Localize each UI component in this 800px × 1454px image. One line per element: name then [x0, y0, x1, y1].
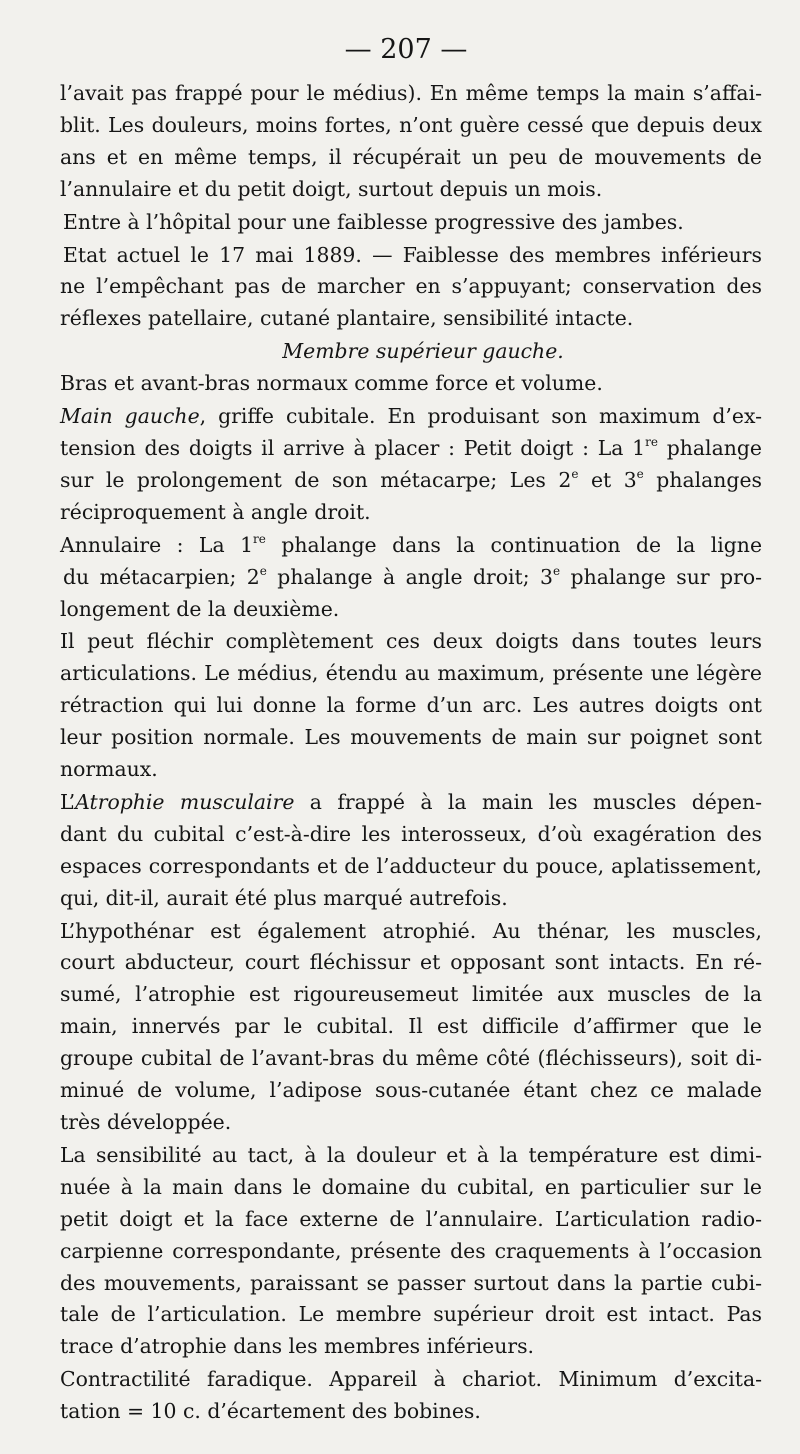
paragraph-sensibility [60, 1140, 762, 1363]
text-line: des mouvements, paraissant se passer surtout dans la partie cubi- [60, 1270, 762, 1295]
text-line: réflexes patellaire, cutané plantaire, sensibilité intacte. [60, 306, 634, 331]
text-line [60, 562, 762, 594]
paragraph-flexion [60, 626, 762, 786]
text-line: Etat actuel le 17 mai 1889. — Faiblesse des membres inférieurs [63, 242, 762, 267]
text-line: rétraction qui lui donne la forme d’un arc. Les autres doigts ont [60, 693, 762, 718]
text-line: qui, dit-il, aurait été plus marqué autrefois. [60, 885, 508, 910]
paragraph-left-hand [60, 401, 762, 529]
text-span: tension des doigts il arrive à placer : Petit doigt : La 1 [60, 435, 646, 460]
text-span: du métacarpien; 2 [63, 564, 260, 589]
text-line: Entre à l’hôpital pour une faiblesse progressive des jambes. [63, 209, 684, 234]
paragraph-hypothenar [60, 916, 762, 1139]
text-line: groupe cubital de l’avant-bras du même côté (fléchisseurs), soit di- [60, 1046, 762, 1071]
paragraph-atrophy [60, 787, 762, 915]
text-span: phalanges [643, 467, 763, 492]
text-span: phalange à angle droit; 3 [266, 564, 554, 589]
text-line: leur position normale. Les mouvements de main sur poignet sont [60, 725, 762, 750]
section-heading: Membre supérieur gauche. [282, 339, 564, 364]
text-line [60, 433, 762, 465]
italic-term: Main gauche [60, 404, 200, 429]
superscript: re [645, 434, 658, 449]
paragraph-arm [60, 368, 762, 400]
text-line [60, 401, 762, 433]
text-line: normaux. [60, 757, 158, 782]
text-line: ne l’empêchant pas de marcher en s’appuyant; conservation des [60, 274, 762, 299]
paragraph-current-state [60, 240, 762, 336]
superscript: re [253, 531, 266, 546]
text-line: ans et en même temps, il récupérait un peu de mouvements de [60, 144, 762, 169]
superscript: e [259, 563, 267, 578]
text-line: très développée. [60, 1110, 232, 1134]
text-line: blit. Les douleurs, moins fortes, n’ont guère cessé que depuis deux [60, 112, 762, 137]
superscript: e [571, 466, 579, 481]
text-line [60, 465, 762, 497]
text-line: Contractilité faradique. Appareil à chariot. Minimum d’excita- [60, 1367, 762, 1392]
text-line: nuée à la main dans le domaine du cubital, en particulier sur le [60, 1174, 762, 1199]
text-line: tation = 10 c. d’écartement des bobines. [60, 1399, 481, 1424]
text-line: tale de l’articulation. Le membre supérieur droit est intact. Pas [60, 1302, 762, 1327]
paragraph-ring-finger [60, 530, 762, 626]
text-line: main, innervés par le cubital. Il est difficile d’affirmer que le [60, 1014, 762, 1039]
text-line: articulations. Le médius, étendu au maximum, présente une légère [60, 661, 762, 686]
text-line: espaces correspondants et de l’adducteur du pouce, aplatissement, [60, 853, 762, 878]
text-line [60, 787, 762, 819]
text-span: sur le prolongement de son métacarpe; Les 2 [60, 467, 572, 492]
paragraph-history [60, 78, 762, 206]
superscript: e [553, 563, 561, 578]
text-span: phalange dans la continuation de la ligne [265, 532, 763, 557]
paragraph-contractility [60, 1364, 762, 1428]
text-span: , griffe cubitale. En produisant son maximum d’ex- [199, 404, 762, 429]
text-line: carpienne correspondante, présente des craquements à l’occasion [60, 1238, 762, 1263]
text-line: dant du cubital c’est-à-dire les interosseux, d’où exagération des [60, 821, 762, 846]
text-line: L’hypothénar est également atrophié. Au thénar, les muscles, [60, 918, 762, 943]
text-line: La sensibilité au tact, à la douleur et à la température est dimi- [60, 1142, 762, 1167]
text-line: réciproquement à angle droit. [60, 499, 371, 524]
text-span: et 3 [578, 467, 637, 492]
text-line: Bras et avant-bras normaux comme force et volume. [60, 371, 603, 396]
text-line: Il peut fléchir complètement ces deux doigts dans toutes leurs [60, 629, 762, 654]
text-span: a frappé à la main les muscles dépen- [294, 789, 762, 814]
superscript: e [636, 466, 644, 481]
text-line: l’annulaire et du petit doigt, surtout depuis un mois. [60, 176, 603, 201]
text-span: Annulaire : La 1 [60, 532, 254, 557]
text-span: L’ [60, 789, 76, 814]
text-line: l’avait pas frappé pour le médius). En même temps la main s’affai- [60, 81, 762, 105]
text-line: longement de la deuxième. [60, 596, 340, 621]
text-line: trace d’atrophie dans les membres inférieurs. [60, 1334, 535, 1359]
page-number: — 207 — [344, 34, 468, 65]
text-line: court abducteur, court fléchissur et opposant sont intacts. En ré- [60, 950, 762, 975]
text-line [60, 530, 762, 562]
text-line: petit doigt et la face externe de l’annulaire. L’articulation radio- [60, 1206, 762, 1231]
text-line: sumé, l’atrophie est rigoureusemeut limitée aux muscles de la [60, 982, 762, 1007]
text-span: phalange [657, 435, 762, 460]
text-line: minué de volume, l’adipose sous-cutanée étant chez ce malade [60, 1078, 762, 1103]
text-span: phalange sur pro- [560, 564, 763, 589]
paragraph-admission [60, 207, 762, 239]
italic-term: Atrophie musculaire [75, 789, 295, 814]
